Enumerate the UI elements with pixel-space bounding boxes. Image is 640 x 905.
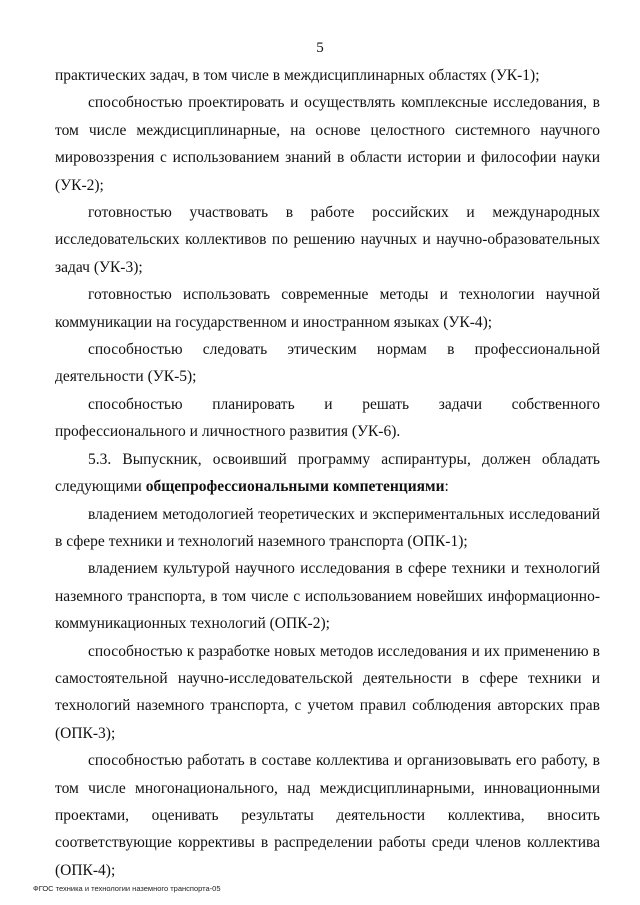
page-number: 5 xyxy=(316,40,324,56)
paragraph-opk3: способностью к разработке новых методов исследования и их применению в самостоятельной научно-исследовательской деятельности в сфере техники и технологий наземного транспорта, с учетом правил соблюдения авторских прав (ОПК-3); xyxy=(55,642,600,742)
paragraph-5-3 xyxy=(55,446,600,501)
paragraph-uk5: способностью следовать этическим нормам в профессиональной деятельности (УК-5); xyxy=(55,341,600,386)
paragraph-uk6: способностью планировать и решать задачи собственного профессионального и личностного развития (УК-6). xyxy=(55,395,600,441)
document-footer: ФГОС техника и технологии наземного транспорта-05 xyxy=(33,884,221,893)
paragraph-uk3: готовностью участвовать в работе российских и международных исследовательских коллективов по решению научных и научно-образовательных задач (УК-3); xyxy=(55,204,600,276)
paragraph-5-3-colon: : xyxy=(444,478,449,496)
paragraph-5-3-text: 5.3. Выпускник, освоивший программу аспирантуры, должен обладать следующими xyxy=(55,450,600,496)
document-body xyxy=(55,62,600,884)
paragraph-opk4: способностью работать в составе коллектива и организовывать его работу, в том числе многонационального, над междисциплинарными, инновационными проектами, оценивать результаты деятельности коллектива, вносить соответствующие коррективы в распределении работы среди членов коллектива (ОПК-4); xyxy=(55,752,600,879)
paragraph-uk4: готовностью использовать современные методы и технологии научной коммуникации на государственном и иностранном языках (УК-4); xyxy=(55,286,600,331)
paragraph-uk1-continuation: практических задач, в том числе в междисциплинарных областях (УК-1); xyxy=(55,67,540,84)
paragraph-opk1: владением методологией теоретических и экспериментальных исследований в сфере техники и технологий наземного транспорта (ОПК-1); xyxy=(55,505,600,550)
paragraph-5-3-bold-term: общепрофессиональными компетенциями xyxy=(145,478,445,496)
paragraph-opk2: владением культурой научного исследования в сфере техники и технологий наземного транспорта, в том числе с использованием новейших информационно-коммуникационных технологий (ОПК-2); xyxy=(55,560,600,633)
paragraph-uk2: способностью проектировать и осуществлять комплексные исследования, в том числе междисциплинарные, на основе целостного системного научного мировоззрения с использованием знаний в области истории и философии науки (УК-2); xyxy=(55,94,600,194)
